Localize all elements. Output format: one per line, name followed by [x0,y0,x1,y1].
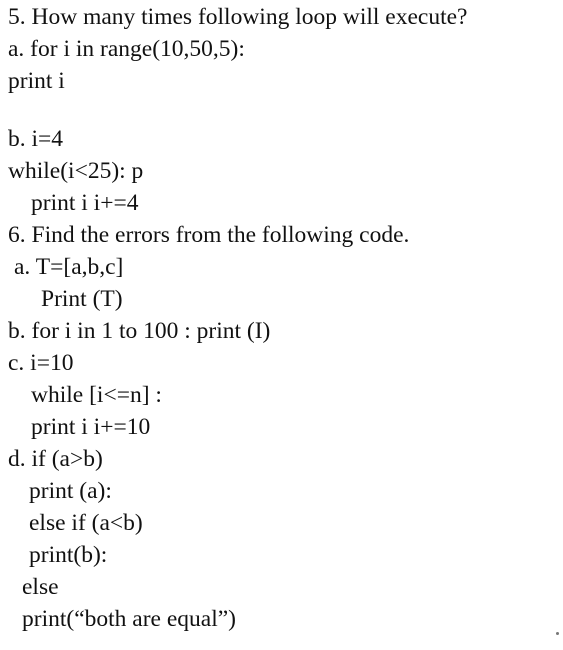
q6-d-line5: else [22,574,59,600]
q6-d-line6: print(“both are equal”) [22,606,237,632]
q5-a-line1: a. for i in range(10,50,5): [8,36,245,62]
q6-d-line1: d. if (a>b) [8,446,103,472]
q5-question: 5. How many times following loop will execute? [8,4,468,30]
q6-a-line2: Print (T) [41,286,123,312]
q6-c-line2: while [i<=n] : [31,382,162,408]
q6-d-line2: print (a): [29,478,112,504]
q6-c-line1: c. i=10 [8,350,74,376]
q5-b-line1: b. i=4 [8,126,64,152]
q5-a-line2: print i [8,68,65,94]
q6-c-line3: print i i+=10 [31,414,151,440]
q6-d-line4: print(b): [29,542,108,568]
q6-question: 6. Find the errors from the following code. [8,222,410,248]
q5-b-line3: print i i+=4 [31,190,139,216]
q6-d-line3: else if (a<b) [29,510,143,536]
corner-dot [556,632,559,635]
q6-b-line1: b. for i in 1 to 100 : print (I) [8,318,271,344]
q6-a-line1: a. T=[a,b,c] [14,254,124,280]
q5-b-line2: while(i<25): p [8,158,144,184]
